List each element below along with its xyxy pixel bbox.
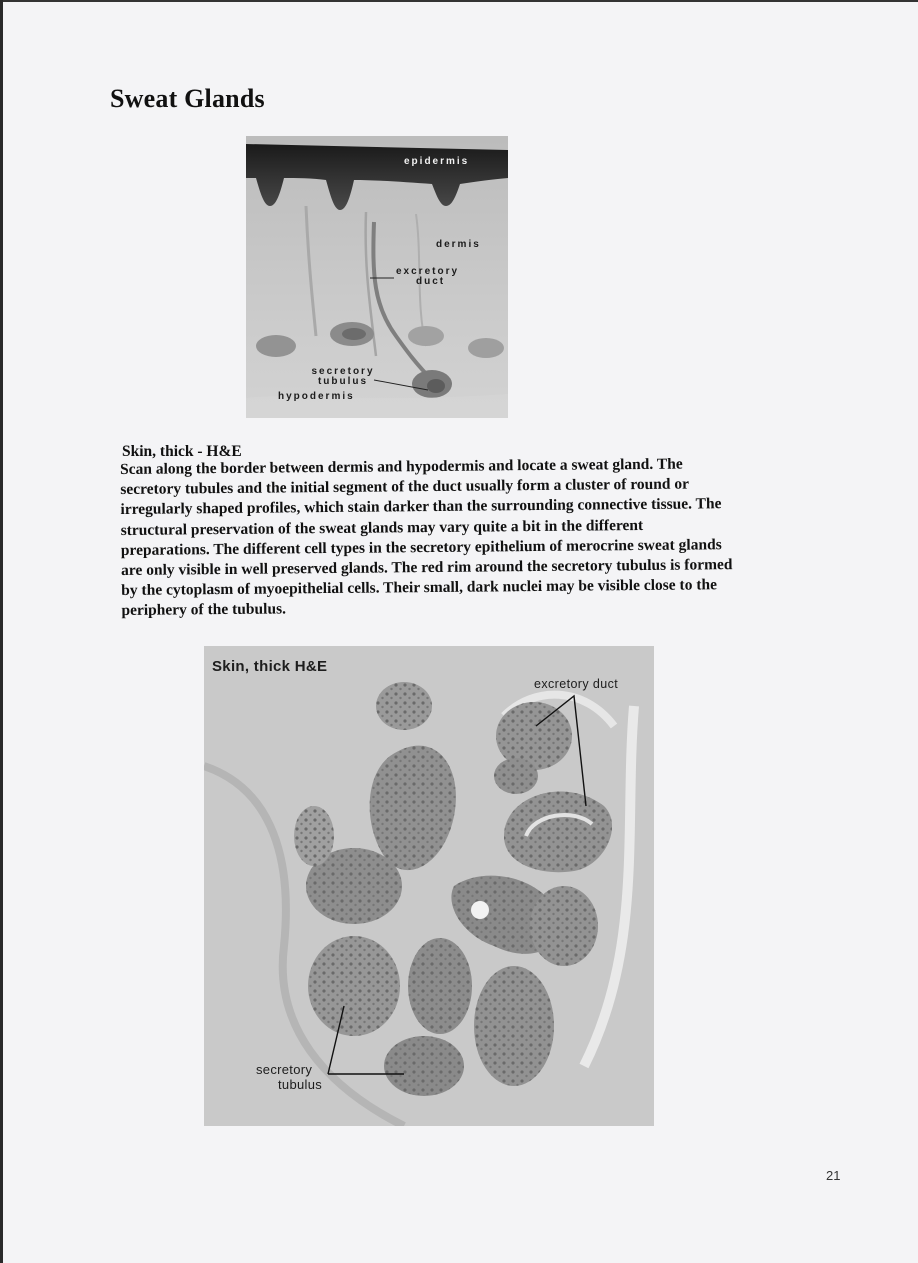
page-number: 21 — [826, 1168, 841, 1183]
label-secretory-tubulus-hm — [256, 1062, 322, 1092]
label-epidermis: epidermis — [404, 156, 470, 167]
micrograph-high-mag-image — [204, 646, 654, 1126]
micrograph-low-magnification — [246, 136, 508, 418]
caption-line: are only visible in well preserved glands. The red rim around the secretory tubulus is formed — [120, 556, 733, 580]
label-secretory-line1: secretory — [311, 366, 375, 377]
caption-line: by the cytoplasm of myoepithelial cells. Their small, dark nuclei may be visible close to the — [121, 576, 718, 600]
label-secretory-hm-line2: tubulus — [278, 1077, 323, 1092]
micrograph-high-magnification — [204, 646, 654, 1126]
caption-line: secretory tubules and the initial segment of the duct usually form a cluster of round or — [120, 475, 690, 499]
label-secretory-hm-line1: secretory — [256, 1062, 313, 1077]
caption-line: Scan along the border between dermis and hypodermis and locate a sweat gland. The — [120, 455, 683, 478]
page-left-edge — [0, 0, 3, 1263]
label-excretory-duct-line2: duct — [416, 276, 446, 287]
page-top-edge — [0, 0, 918, 2]
label-excretory-duct-line1: excretory — [396, 266, 460, 277]
caption-line: preparations. The different cell types in the secretory epithelium of merocrine sweat glands — [120, 536, 722, 559]
caption-body — [120, 453, 842, 622]
caption-line: periphery of the tubulus. — [121, 600, 287, 620]
caption-line: structural preservation of the sweat glands may vary quite a bit in the different — [120, 516, 644, 539]
label-excretory-duct — [396, 267, 486, 287]
page-title: Sweat Glands — [110, 84, 265, 113]
label-secretory-line2: tubulus — [317, 376, 369, 387]
caption-heading: Skin, thick - H&E — [122, 443, 242, 460]
label-dermis: dermis — [436, 239, 481, 250]
caption-line: irregularly shaped profiles, which stain darker than the surrounding connective tissue. The — [120, 495, 722, 519]
label-excretory-duct-hm: excretory duct — [534, 677, 619, 691]
label-secretory-tubulus — [298, 367, 388, 387]
label-hypodermis: hypodermis — [278, 391, 355, 402]
micrograph-title: Skin, thick H&E — [212, 658, 328, 675]
